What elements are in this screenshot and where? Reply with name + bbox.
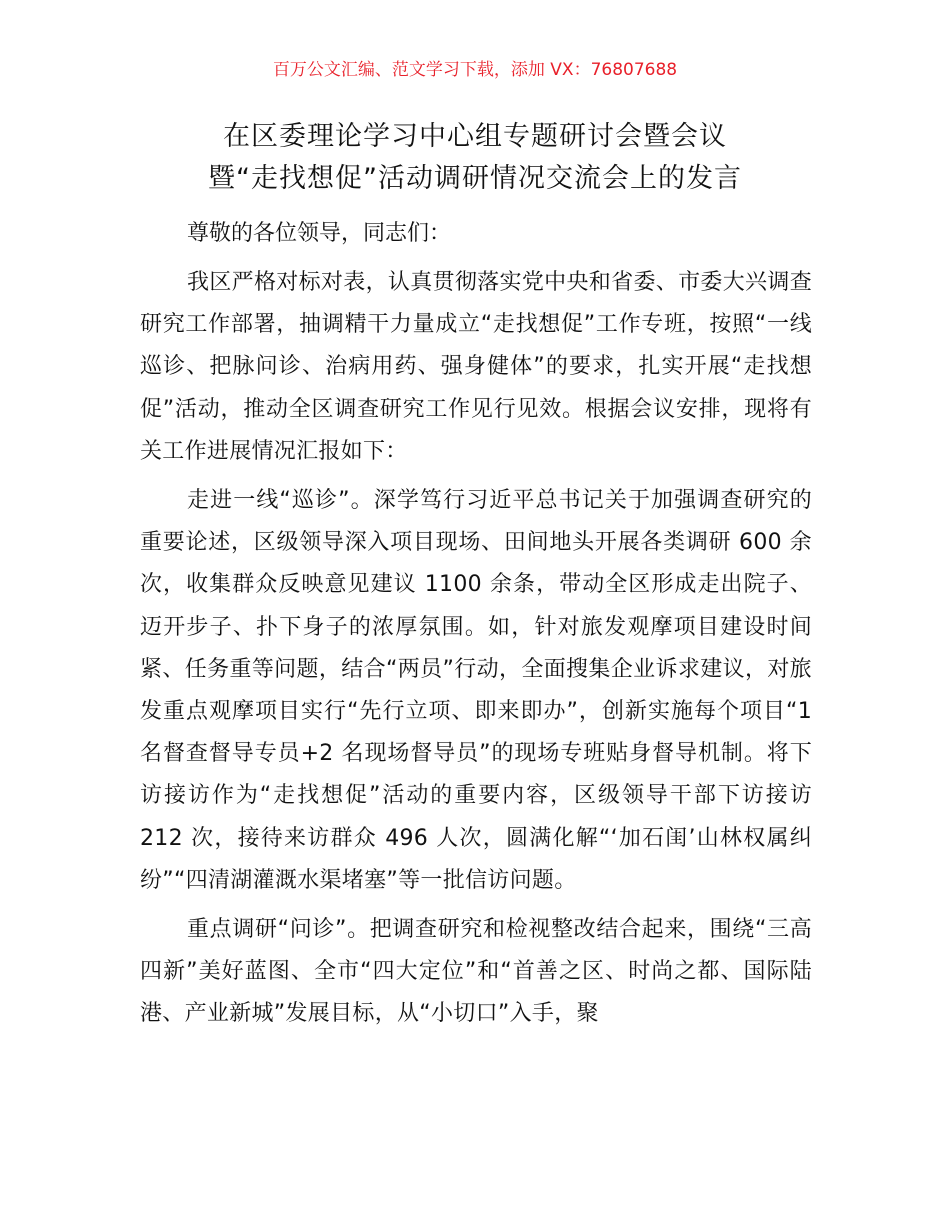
document-title <box>0 116 950 200</box>
salutation: 尊敬的各位领导，同志们： <box>187 221 452 246</box>
paragraph-key-research: 重点调研“问诊”。把调查研究和检视整改结合起来，围绕“三高四新”美好蓝图、全市“四大定位”和“首善之区、时尚之都、国际陆港、产业新城”发展目标，从“小切口”入手，聚 <box>140 917 812 1027</box>
header-watermark-note: 百万公文汇编、范文学习下载，添加 VX：76807688 <box>272 60 678 80</box>
paragraph-frontline-visits: 走进一线“巡诊”。深学笃行习近平总书记关于加强调查研究的重要论述，区级领导深入项目现场、田间地头开展各类调研 600 余次，收集群众反映意见建议 1100 余条，带动全区形成走出院子、迈开步子、扑下身子的浓厚氛围。如，针对旅发观摩项目建设时间紧、任务重等问题，结合“两员”行动，全面搜集企业诉求建议，对旅发重点观摩项目实行“先行立项、即来即办”，创新实施每个项目“1 名督查督导专员+2 名现场督导员”的现场专班贴身督导机制。将下访接访作为“走找想促”活动的重要内容，区级领导干部下访接访 212 次，接待来访群众 496 人次，圆满化解“‘加石闺’山林权属纠纷”“四清湖灌溉水渠堵塞”等一批信访问题。 <box>140 488 812 893</box>
paragraph-intro: 我区严格对标对表，认真贯彻落实党中央和省委、市委大兴调查研究工作部署，抽调精干力量成立“走找想促”工作专班，按照“一线巡诊、把脉问诊、治病用药、强身健体”的要求，扎实开展“走找想促”活动，推动全区调查研究工作见行见效。根据会议安排，现将有关工作进展情况汇报如下： <box>140 270 812 464</box>
title-line-2: 暨“走找想促”活动调研情况交流会上的发言 <box>208 163 742 194</box>
document-body <box>140 213 812 1043</box>
title-line-1: 在区委理论学习中心组专题研讨会暨会议 <box>223 121 727 152</box>
